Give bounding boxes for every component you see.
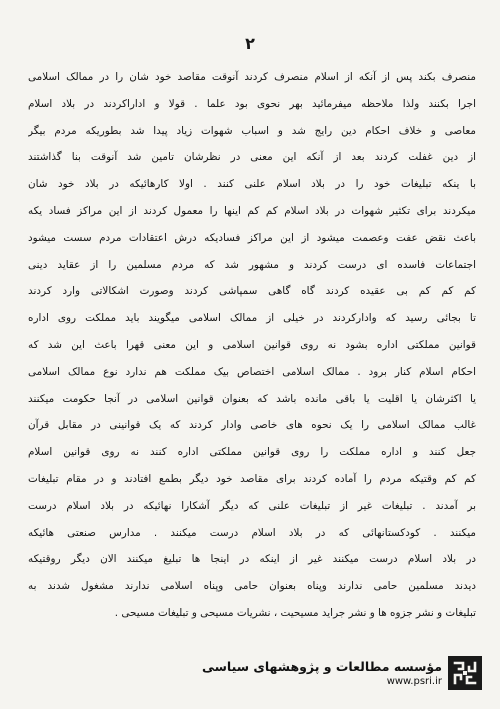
text-line-7: باعث نقض عفت وعصمت میشود از این مراکز فسادیکه درش اعتقادات مردم سست میشود — [28, 231, 476, 244]
psri-logo-icon — [448, 656, 482, 690]
text-line-11: قوانین مملکتی اداره بشود نه روی قوانین اسلامی و این معنی قهرا باعث این شد که — [28, 338, 476, 351]
text-line-2: اجرا بکنند ولذا ملاحظه میفرمائید بهر نحوی بود علما . قولا و اداراکردند در بلاد اسلام — [28, 97, 476, 110]
institute-url[interactable]: www.psri.ir — [386, 675, 442, 687]
text-line-21: تبلیغات و نشر جزوه ها و نشر جراید مسیحیت ، نشریات مسیحی و تبلیغات مسیحی . — [114, 606, 476, 619]
text-line-5: با ینکه تبلیغات خود را در بلاد اسلام علنی کنند . اولا کارهائیکه در بلاد خود شان — [28, 178, 476, 191]
text-line-17: بر آمدند . تبلیغات غیر از تبلیغات علنی که دیگر آشکارا نهائیکه در بلاد اسلام درست — [28, 499, 476, 512]
text-line-19: در بلاد اسلام درست میکنند غیر از اینکه در اینجا ها تبلیغ میکنند الان دیگر روقتیکه — [28, 553, 476, 566]
institute-name: مؤسسه مطالعات و پژوهشهای سیاسی — [201, 658, 442, 674]
text-line-13: یا اکثرشان یا اقلیت یا باقی مانده باشد که بعنوان قوانین اسلامی در آنجا حکومت میکنند — [28, 392, 476, 405]
text-line-1: منصرف بکند پس از آنکه از اسلام منصرف کردند آنوقت مقاصد خود شان را در ممالک اسلامی — [28, 71, 476, 83]
institute-footer — [202, 655, 482, 691]
text-line-16: کم کم وقتیکه مردم را آماده کردند برای مقاصد خود دیگر بطمع افتادند و در مقام تبلیغات — [28, 472, 476, 485]
text-line-10: تا بجائی رسید که وادارکردند در خیلی از ممالک اسلامی میگویند باید مملکت روی اداره — [28, 312, 476, 325]
text-line-20: دیدند مسلمین حامی ندارند وپناه بعنوان حامی وپناه اسلامی ندارند مشغول شدند به — [28, 580, 476, 593]
text-line-12: احکام اسلام کنار برود . ممالک اسلامی اختصاص بیک مملکت هم ندارد نوع ممالک اسلامی — [28, 365, 476, 378]
text-line-9: کم کم کم بی عقیده کردند گاه گاهی سمپاشی کردند وصورت اشکالاتی وارد کردند — [28, 285, 476, 298]
text-line-14: غالب ممالک اسلامی را یک نحوه های خاصی وادار کردند که یک قوانینی در مقابل قرآن — [28, 419, 476, 432]
text-line-15: جعل کنند و اداره مملکت را روی قوانین مملکتی اداره کنند نه روی قوانین اسلام — [28, 446, 476, 459]
text-line-18: میکنند . کودکستانهائی که در بلاد اسلام درست میکنند . مدارس صنعتی هائیکه — [28, 526, 476, 539]
footer-text-block — [202, 659, 442, 688]
body-text — [28, 64, 476, 627]
text-line-8: اجتماعات فاسده ای درست کردند و مشهور شد که مردم مسلمین را از عقاید دینی — [28, 258, 476, 271]
text-line-3: معاصی و خلاف احکام دین رایج شد و اسباب شهوات زیاد پیدا شد بطوریکه مردم بیگر — [28, 124, 476, 137]
text-line-4: از دین غفلت کردند بعد از آنکه این معنی در نظرشان تامین شد آنوقت بنا گذاشتند — [28, 151, 476, 164]
page-number: ۲ — [245, 34, 255, 53]
text-line-6: میکردند برای تکثیر شهوات در بلاد اسلام کم کم اینها را معمول کردند از این مراکز فساد یکه — [28, 204, 476, 217]
